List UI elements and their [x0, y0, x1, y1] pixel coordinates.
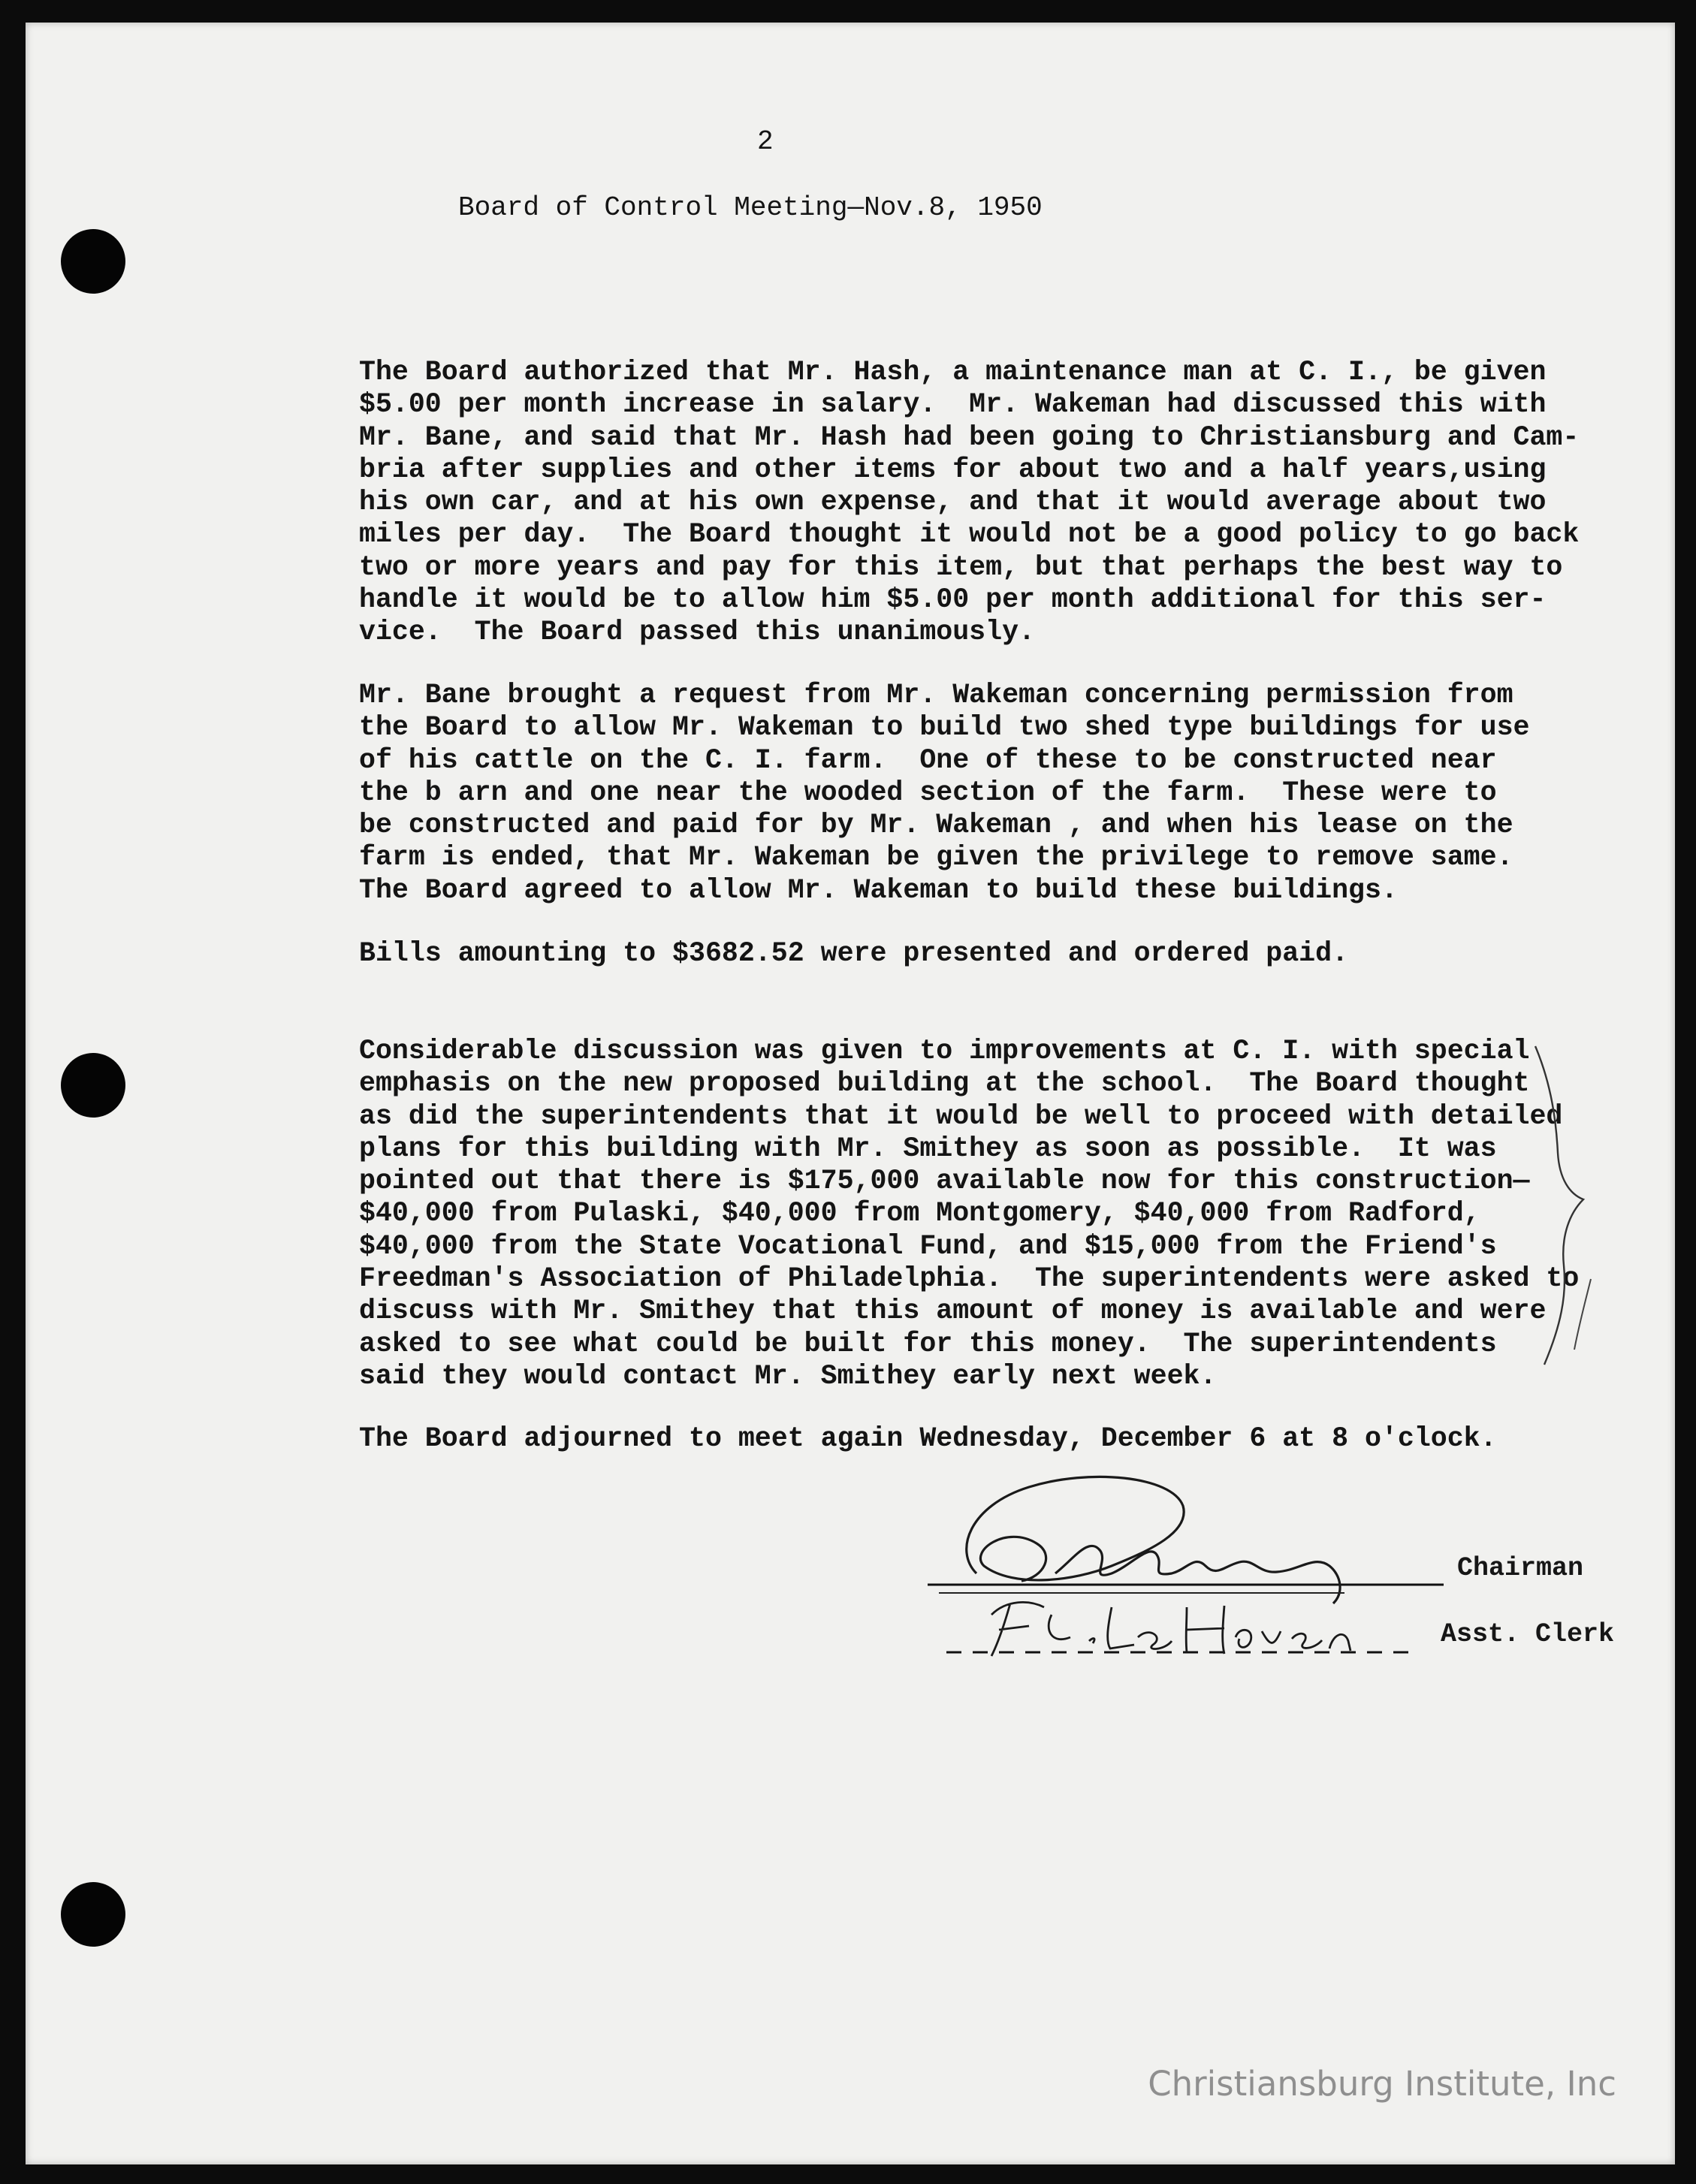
- text-line: of his cattle on the C. I. farm. One of these to be constructed near: [359, 744, 1497, 776]
- text-line: Freedman's Association of Philadelphia. The superintendents were asked to: [359, 1263, 1580, 1295]
- text-line: Mr. Bane brought a request from Mr. Wakeman concerning permission from: [359, 680, 1513, 710]
- text-line: The Board authorized that Mr. Hash, a maintenance man at C. I., be given: [359, 357, 1547, 388]
- text-line: plans for this building with Mr. Smithey as soon as possible. It was: [359, 1133, 1497, 1164]
- text-line: be constructed and paid for by Mr. Wakeman , and when his lease on the: [359, 810, 1513, 841]
- watermark: Christiansburg Institute, Inc: [1148, 2064, 1616, 2104]
- asst-clerk-label: Asst. Clerk: [1441, 1619, 1615, 1649]
- text-line: Bills amounting to $3682.52 were presented and ordered paid.: [359, 938, 1349, 969]
- paragraph-building-discussion: [359, 1035, 1580, 1392]
- text-line: vice. The Board passed this unanimously.: [359, 617, 1035, 648]
- text-line: his own car, and at his own expense, and that it would average about two: [359, 487, 1547, 518]
- text-line: pointed out that there is $175,000 available now for this construction—: [359, 1166, 1530, 1197]
- text-line: the b arn and one near the wooded section of the farm. These were to: [359, 777, 1497, 808]
- text-line: the Board to allow Mr. Wakeman to build two shed type buildings for use: [359, 712, 1530, 744]
- text-line: $5.00 per month increase in salary. Mr. Wakeman had discussed this with: [359, 389, 1547, 421]
- paragraph-bills: [359, 937, 1576, 970]
- text-line: The Board adjourned to meet again Wednesday, December 6 at 8 o'clock.: [359, 1423, 1497, 1454]
- text-line: bria after supplies and other items for about two and a half years,using: [359, 454, 1547, 485]
- text-line: The Board agreed to allow Mr. Wakeman to build these buildings.: [359, 874, 1398, 906]
- paragraph-shed-buildings: [359, 679, 1576, 906]
- text-line: miles per day. The Board thought it would not be a good policy to go back: [359, 519, 1580, 551]
- text-line: asked to see what could be built for this money. The superintendents: [359, 1328, 1497, 1359]
- paragraph-adjourned: [359, 1422, 1576, 1455]
- text-line: Mr. Bane, and said that Mr. Hash had been going to Christiansburg and Cam-: [359, 421, 1580, 453]
- text-line: $40,000 from Pulaski, $40,000 from Montgomery, $40,000 from Radford,: [359, 1198, 1480, 1229]
- margin-bracket-mark: [1525, 1040, 1615, 1378]
- chairman-label: Chairman: [1457, 1553, 1584, 1583]
- punch-hole-top: [61, 229, 125, 294]
- punch-hole-bottom: [61, 1882, 125, 1947]
- document-title: Board of Control Meeting—Nov.8, 1950: [458, 192, 1043, 223]
- text-line: two or more years and pay for this item, but that perhaps the best way to: [359, 551, 1563, 583]
- paragraph-hash-salary: [359, 356, 1580, 649]
- text-line: $40,000 from the State Vocational Fund, and $15,000 from the Friend's: [359, 1230, 1497, 1262]
- punch-hole-middle: [61, 1053, 125, 1118]
- text-line: handle it would be to allow him $5.00 per month additional for this ser-: [359, 584, 1547, 616]
- text-line: discuss with Mr. Smithey that this amount of money is available and were: [359, 1296, 1547, 1327]
- text-line: emphasis on the new proposed building at the school. The Board thought: [359, 1068, 1530, 1100]
- clerk-signature: [939, 1585, 1435, 1667]
- text-line: as did the superintendents that it would be well to proceed with detailed: [359, 1100, 1563, 1132]
- text-line: Considerable discussion was given to improvements at C. I. with special: [359, 1036, 1530, 1066]
- text-line: farm is ended, that Mr. Wakeman be given the privilege to remove same.: [359, 842, 1513, 873]
- page-number: 2: [757, 126, 774, 157]
- text-line: said they would contact Mr. Smithey early next week.: [359, 1360, 1217, 1392]
